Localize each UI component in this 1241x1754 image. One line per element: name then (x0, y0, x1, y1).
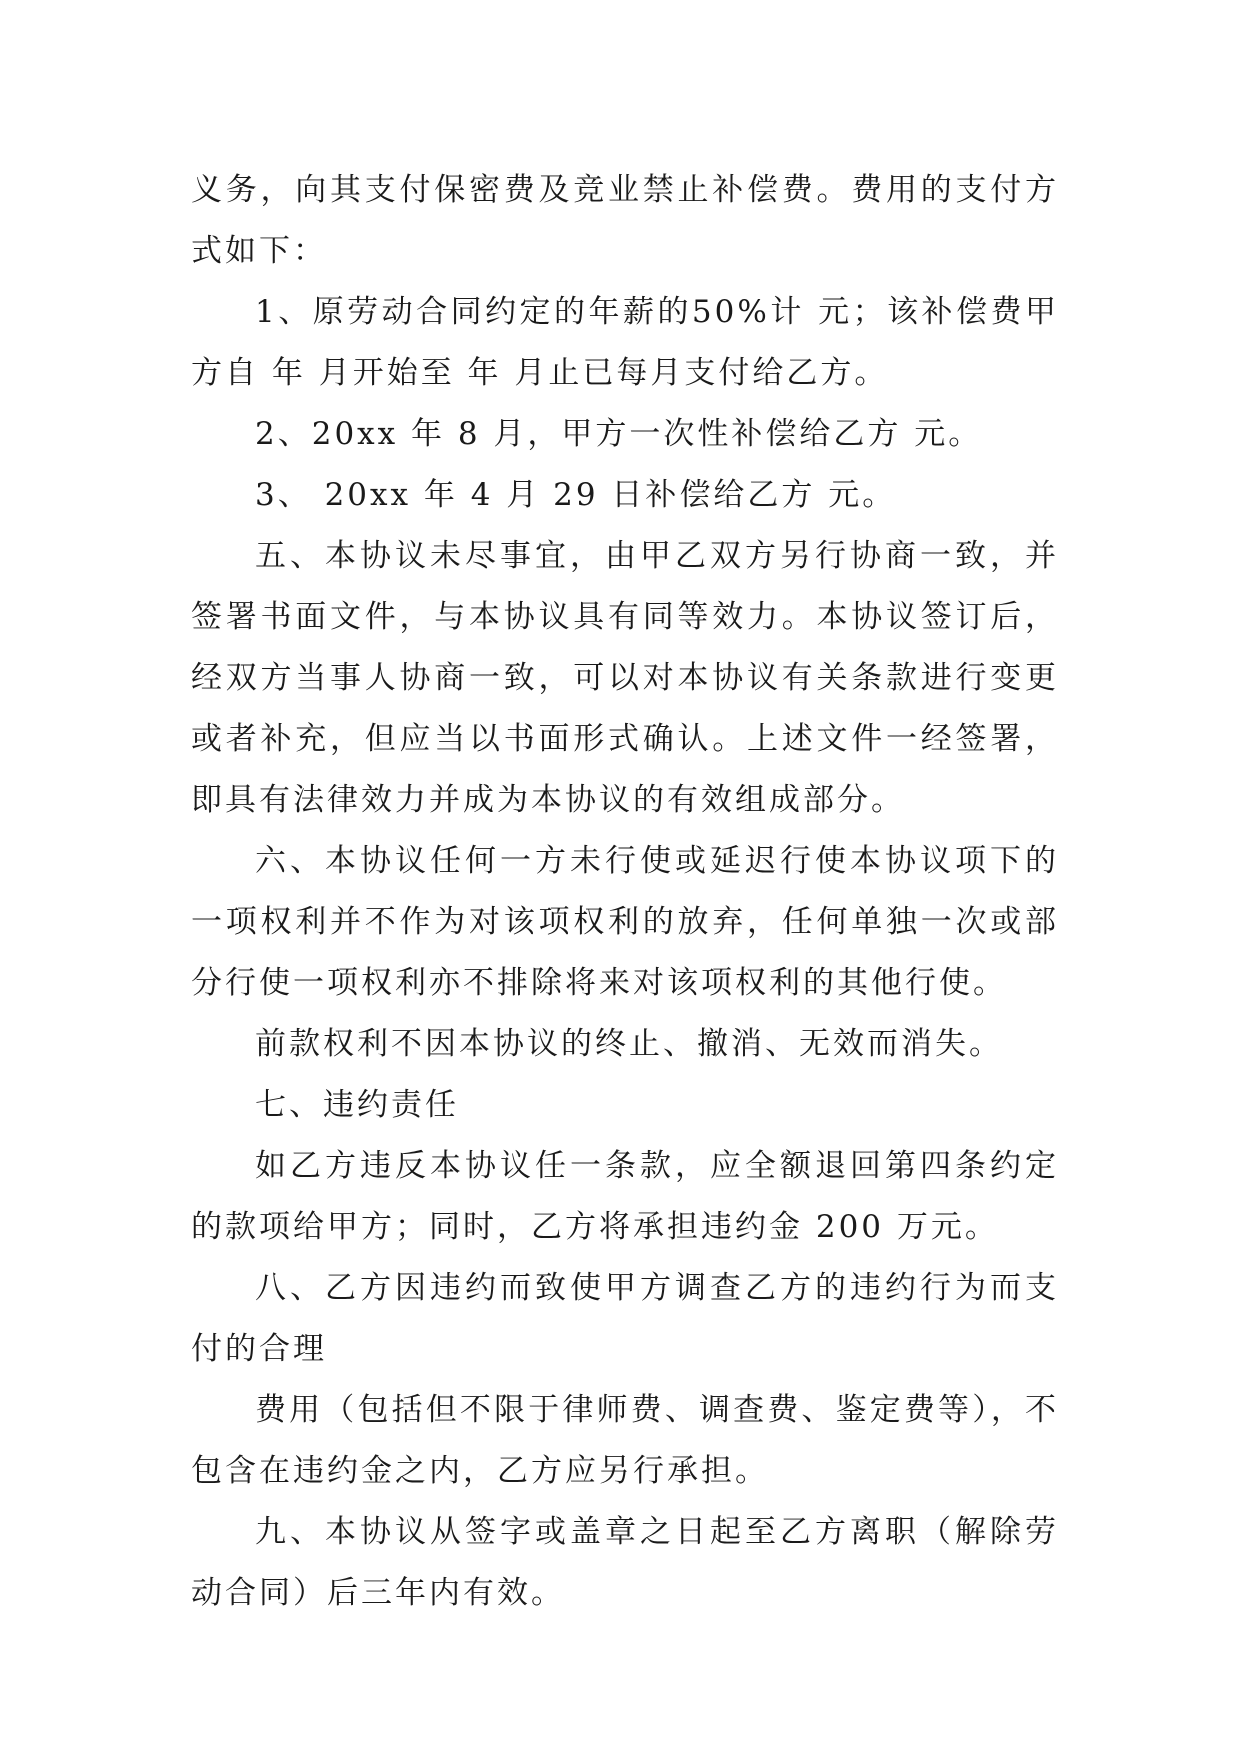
paragraph-clause-7-body: 如乙方违反本协议任一条款，应全额退回第四条约定的款项给甲方；同时，乙方将承担违约金 200 万元。 (191, 1148, 1059, 1245)
document-body (191, 160, 1059, 1624)
paragraph-clause-6: 六、本协议任何一方未行使或延迟行使本协议项下的一项权利并不作为对该项权利的放弃，任何单独一次或部分行使一项权利亦不排除将来对该项权利的其他行使。 (191, 843, 1059, 1001)
paragraph-item-3: 3、 20xx 年 4 月 29 日补偿给乙方 元。 (255, 477, 897, 513)
paragraph-clause-8-costs: 费用（包括但不限于律师费、调查费、鉴定费等），不包含在违约金之内，乙方应另行承担。 (191, 1392, 1059, 1489)
paragraph-rights-note: 前款权利不因本协议的终止、撤消、无效而消失。 (255, 1026, 1003, 1062)
paragraph-clause-8: 八、乙方因违约而致使甲方调查乙方的违约行为而支付的合理 (191, 1270, 1059, 1367)
paragraph-payment-intro: 义务，向其支付保密费及竞业禁止补偿费。费用的支付方式如下： (191, 172, 1059, 269)
paragraph-item-1: 1、原劳动合同约定的年薪的50%计 元；该补偿费甲方自 年 月开始至 年 月止已每月支付给乙方。 (191, 294, 1059, 391)
paragraph-clause-5: 五、本协议未尽事宜，由甲乙双方另行协商一致，并签署书面文件，与本协议具有同等效力。本协议签订后，经双方当事人协商一致，可以对本协议有关条款进行变更或者补充，但应当以书面形式确认。上述文件一经签署，即具有法律效力并成为本协议的有效组成部分。 (191, 538, 1059, 818)
paragraph-clause-9: 九、本协议从签字或盖章之日起至乙方离职（解除劳动合同）后三年内有效。 (191, 1514, 1059, 1611)
paragraph-clause-7-heading: 七、违约责任 (255, 1087, 459, 1123)
paragraph-item-2: 2、20xx 年 8 月，甲方一次性补偿给乙方 元。 (255, 416, 983, 452)
